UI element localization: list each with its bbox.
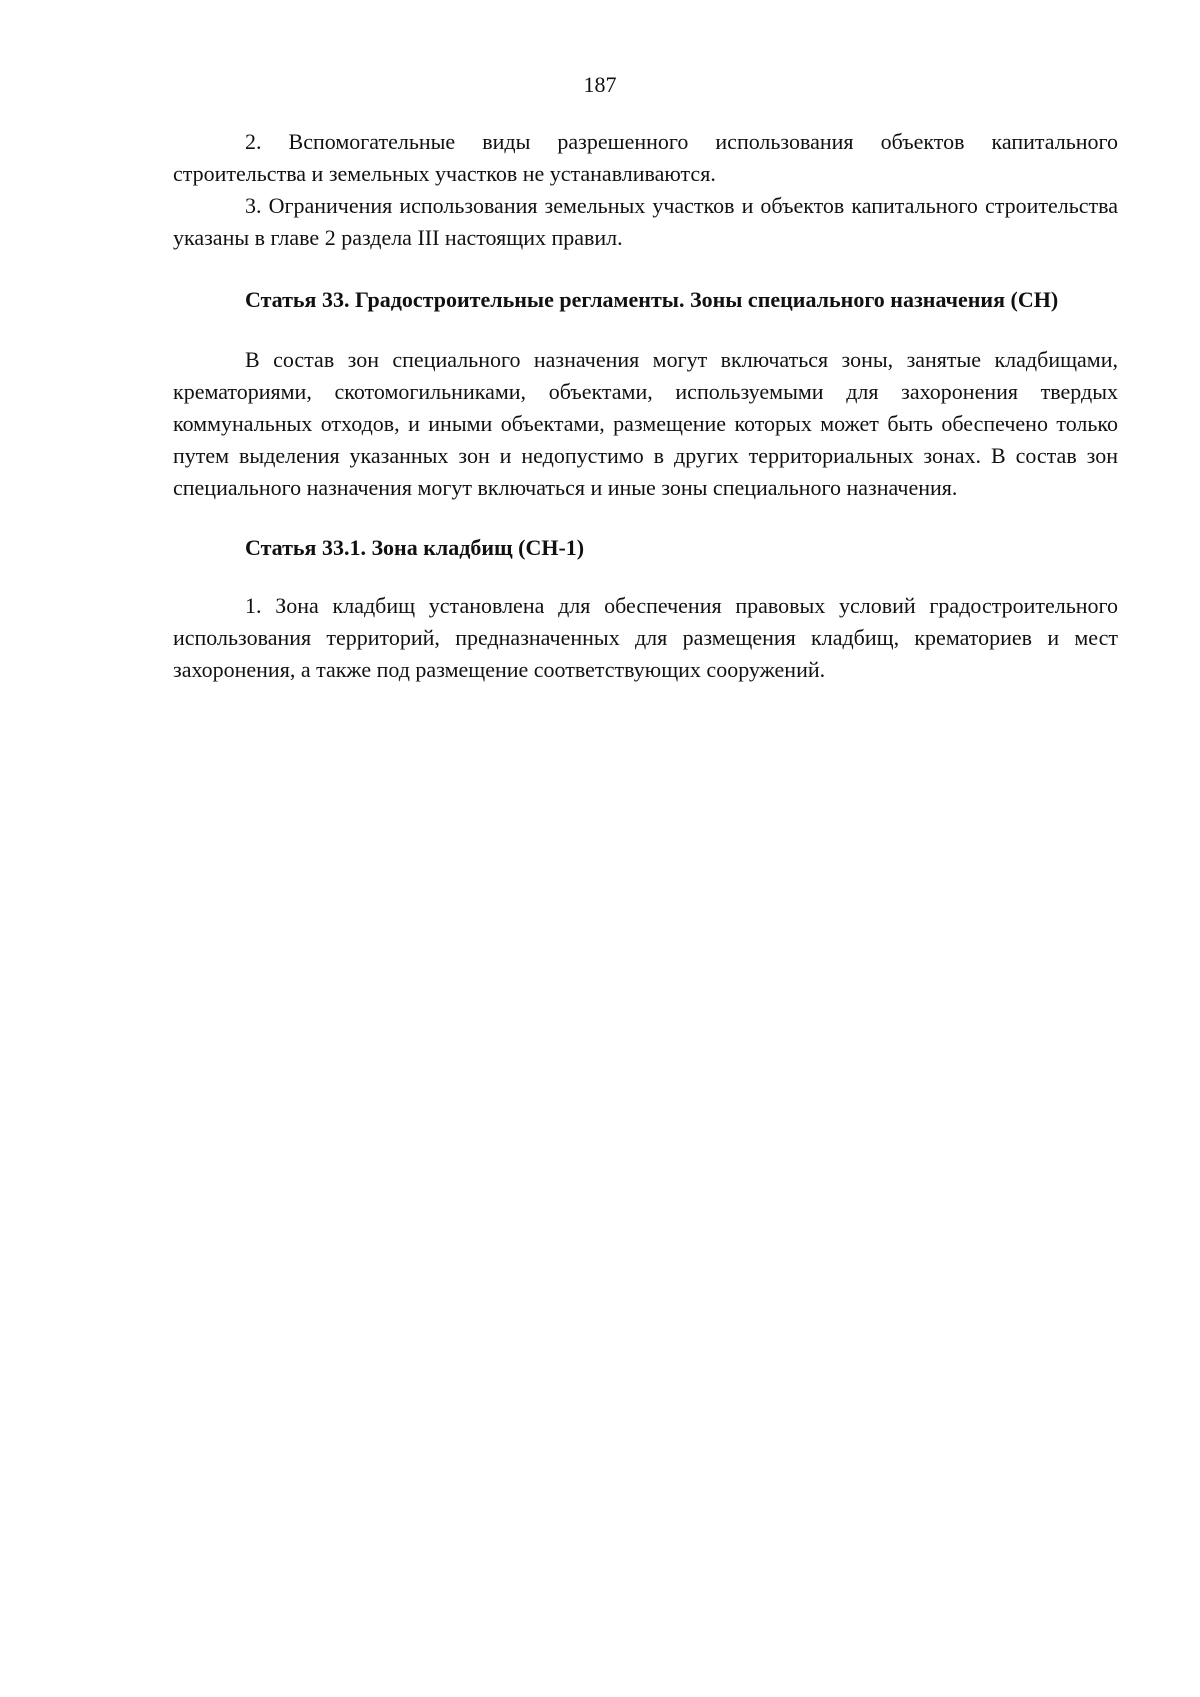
document-body [173,126,1118,686]
article-33-1-heading: Статья 33.1. Зона кладбищ (СН-1) [245,535,585,560]
page-number: 187 [583,72,617,97]
article-33-body: В состав зон специального назначения могут включаться зоны, занятые кладбищами, крематориями, скотомогильниками, объектами, используемыми для захоронения твердых коммунальных отходов, и иными объектами, размещение которых может быть обеспечено только путем выделения указанных зон и недопустимо в других территориальных зонах. В состав зон специального назначения могут включаться и иные зоны специального назначения. [173,347,1118,500]
list-item-3: 3. Ограничения использования земельных участков и объектов капитального строительства указаны в главе 2 раздела III настоящих правил. [173,193,1118,250]
article-33-1-body: 1. Зона кладбищ установлена для обеспечения правовых условий градостроительного использования территорий, предназначенных для размещения кладбищ, крематориев и мест захоронения, а также под размещение соответствующих сооружений. [173,593,1118,682]
article-33-heading: Статья 33. Градостроительные регламенты. Зоны специального назначения (СН) [245,287,1059,312]
list-item-2: 2. Вспомогательные виды разрешенного использования объектов капитального строительства и земельных участков не устанавливаются. [173,129,1118,186]
